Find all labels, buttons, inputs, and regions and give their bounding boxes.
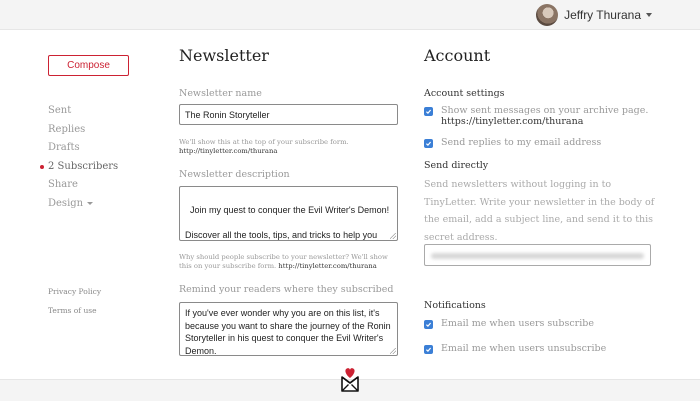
notify-subscribe-label: Email me when users subscribe (441, 318, 594, 329)
account-settings-heading: Account settings (424, 88, 505, 99)
terms-of-use-link[interactable]: Terms of use (48, 306, 97, 315)
sidebar-item-sent[interactable]: Sent (48, 105, 72, 116)
user-menu[interactable] (536, 4, 652, 26)
send-replies-label: Send replies to my email address (441, 137, 602, 148)
notify-subscribe-checkbox-row[interactable] (424, 318, 594, 329)
chevron-down-icon (87, 202, 93, 205)
checkbox-checked-icon[interactable] (424, 139, 433, 148)
newsletter-name-note (179, 138, 399, 156)
show-sent-label (441, 105, 648, 127)
sidebar-item-subscribers[interactable] (48, 158, 118, 177)
chevron-down-icon (646, 13, 652, 17)
remind-readers-label: Remind your readers where they subscribed (179, 284, 394, 295)
send-directly-heading: Send directly (424, 160, 489, 171)
subscribe-form-url: http://tinyletter.com/thurana (179, 147, 278, 155)
notify-unsubscribe-label: Email me when users unsubscribe (441, 343, 607, 354)
note-text: Why should people subscribe to your newsletter? We'll show this on your subscribe form. (179, 253, 388, 270)
newsletter-description-note (179, 253, 399, 271)
notify-unsubscribe-checkbox-row[interactable] (424, 343, 606, 354)
send-directly-description: Send newsletters without logging in to TinyLetter. Write your newsletter in the body of the email, add a subject line, and send it to this secret address. (424, 179, 655, 243)
sidebar-item-drafts[interactable]: Drafts (48, 142, 80, 153)
description-text: Join my quest to conquer the Evil Writer's Demon! Discover all the tools, tips, and tricks to help you (185, 204, 390, 240)
active-indicator-dot (40, 165, 44, 169)
account-heading: Account (424, 46, 491, 65)
checkbox-checked-icon[interactable] (424, 107, 433, 116)
top-bar (0, 0, 700, 30)
blurred-secret-address (431, 253, 644, 259)
sidebar-item-label: 2 Subscribers (48, 160, 119, 172)
privacy-policy-link[interactable]: Privacy Policy (48, 287, 102, 296)
sidebar-item-share[interactable]: Share (48, 179, 78, 190)
remind-readers-input[interactable] (179, 302, 398, 356)
secret-address-field[interactable] (424, 244, 651, 266)
footer-links (48, 286, 101, 324)
send-replies-checkbox-row[interactable] (424, 137, 601, 148)
checkbox-checked-icon[interactable] (424, 320, 433, 329)
newsletter-heading: Newsletter (179, 46, 269, 65)
sidebar-item-replies[interactable]: Replies (48, 123, 86, 135)
user-name: Jeffry Thurana (564, 8, 641, 22)
newsletter-description-label: Newsletter description (179, 169, 290, 180)
remind-text: If you've ever wonder why you are on this list, it's because you want to share the journey of the Ronin Storyteller in his quest to conquer the Evil Writer's Demon. (185, 308, 391, 356)
newsletter-description-input[interactable] (179, 186, 398, 241)
tinyletter-logo-icon[interactable] (339, 365, 361, 395)
show-sent-checkbox-row[interactable] (424, 105, 648, 127)
sidebar-item-label: Design (48, 197, 84, 209)
checkbox-label-text: Show sent messages on your archive page. (441, 105, 649, 116)
archive-url: https://tinyletter.com/thurana (441, 116, 584, 127)
resize-handle-icon[interactable] (390, 233, 396, 239)
notifications-heading: Notifications (424, 300, 486, 311)
subscribe-form-url: http://tinyletter.com/thurana (278, 262, 377, 270)
newsletter-name-input[interactable]: The Ronin Storyteller (179, 104, 398, 125)
newsletter-name-label: Newsletter name (179, 88, 262, 99)
checkbox-checked-icon[interactable] (424, 345, 433, 354)
avatar (536, 4, 558, 26)
resize-handle-icon[interactable] (390, 348, 396, 354)
compose-button[interactable]: Compose (48, 55, 129, 76)
sidebar-nav (48, 102, 118, 213)
note-text: We'll show this at the top of your subscribe form. (179, 138, 349, 146)
sidebar-item-design[interactable] (48, 195, 118, 214)
